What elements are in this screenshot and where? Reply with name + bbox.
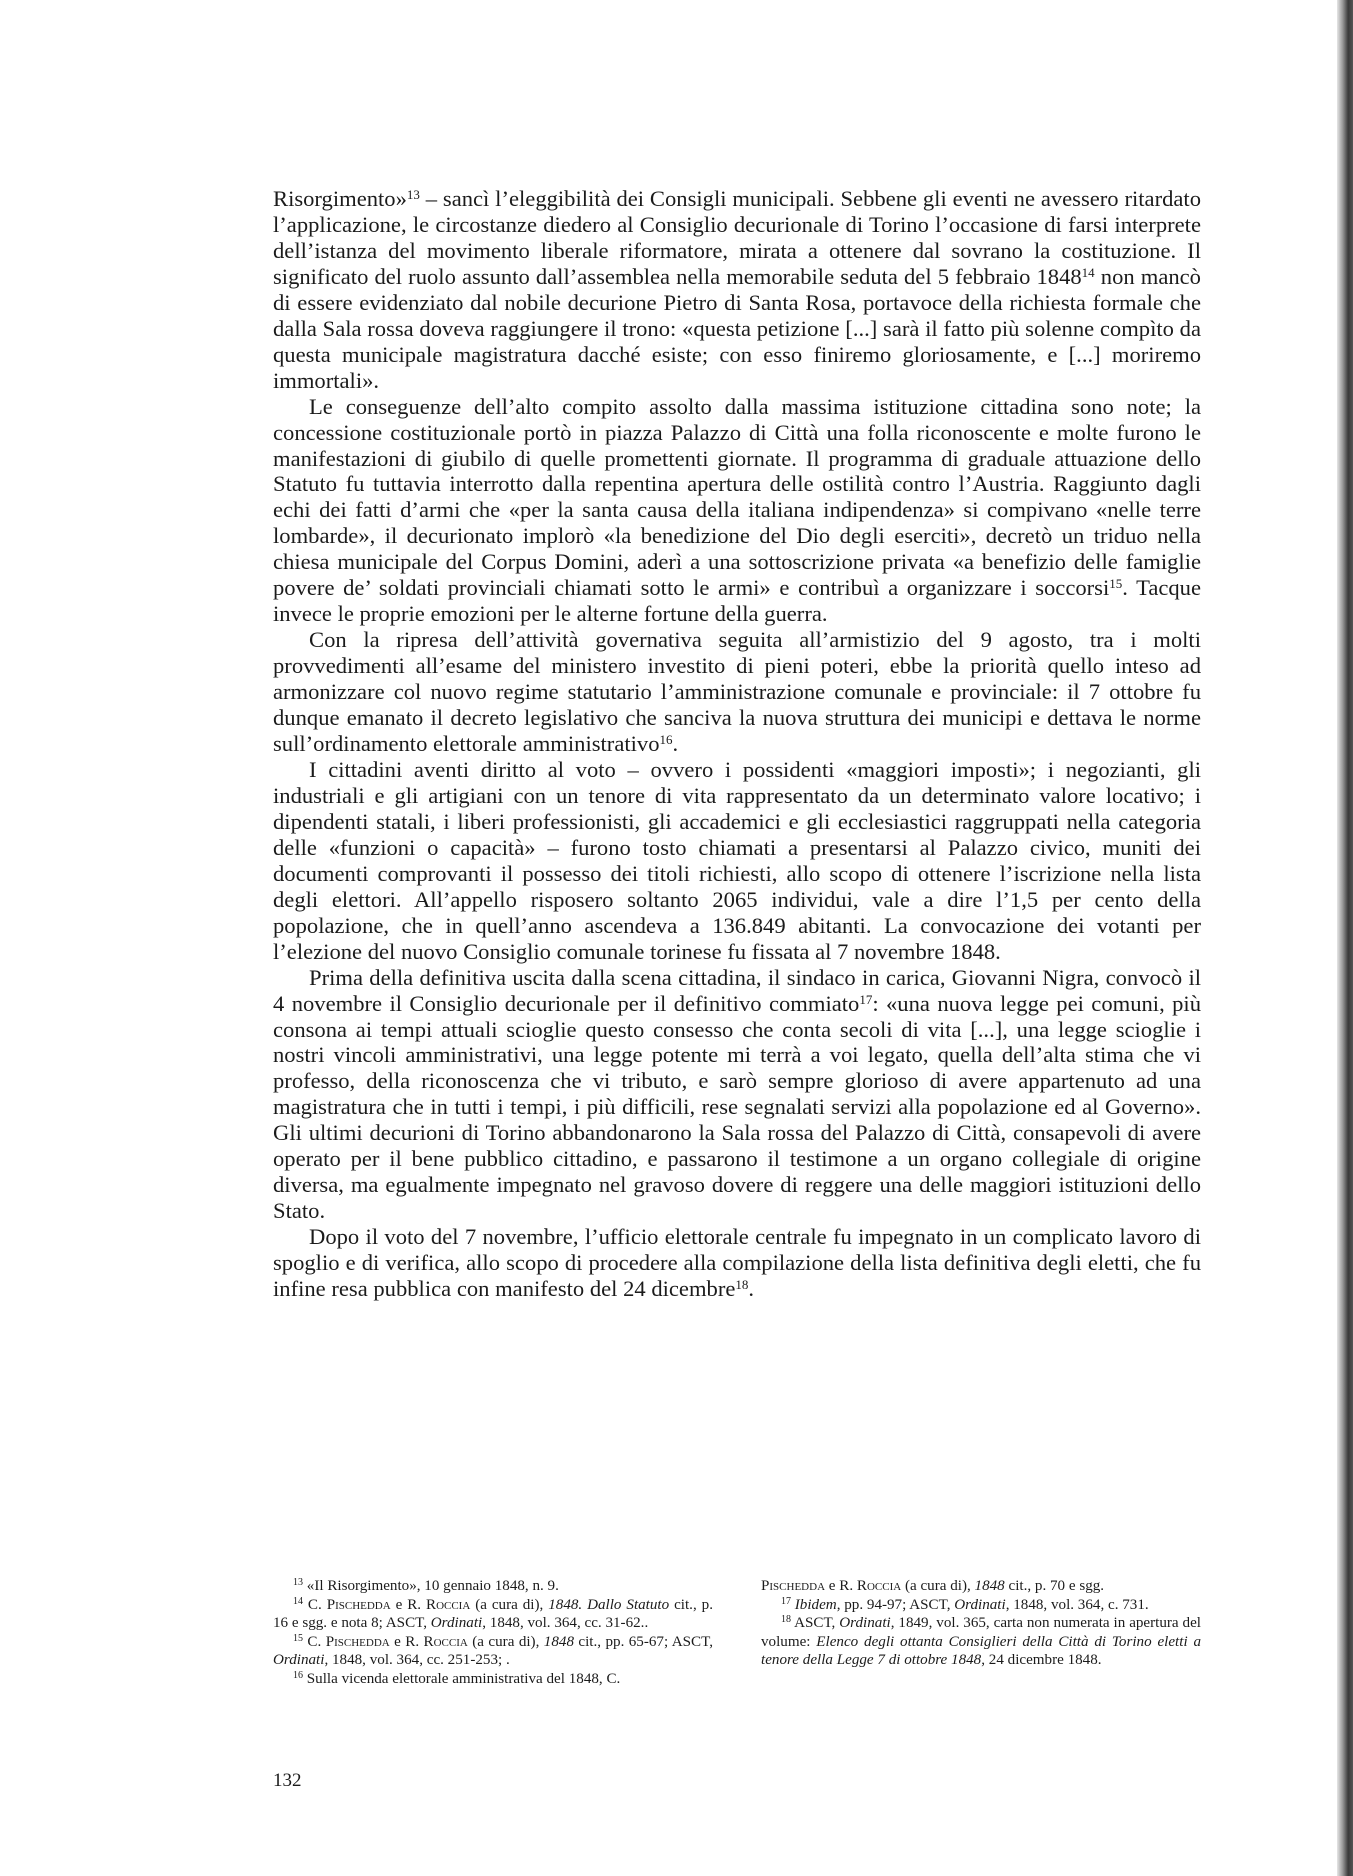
footnote-reference: 14 <box>1081 264 1095 280</box>
footnote <box>273 1577 713 1596</box>
text-run: . <box>672 731 679 757</box>
footnotes-left-column <box>273 1577 713 1688</box>
italic-text: Ordinati <box>430 1615 483 1631</box>
text-run: e R. <box>390 1596 426 1613</box>
text-run: e R. <box>825 1578 857 1594</box>
body-paragraph <box>273 965 1201 1225</box>
footnote-reference: 15 <box>1109 576 1123 592</box>
italic-text: Elenco degli ottanta Consiglieri della Città di Torino eletti a tenore della Legge 7 di ottobre 1848 <box>761 1633 1202 1668</box>
author-name: Roccia <box>856 1578 902 1594</box>
footnote <box>273 1670 713 1689</box>
footnote-reference: 13 <box>406 187 420 202</box>
body-paragraph <box>273 394 1201 628</box>
text-run: (a cura di), <box>901 1578 975 1594</box>
text-run: , 1848, vol. 364, c. 731. <box>1005 1596 1149 1613</box>
text-run: . <box>748 1276 755 1302</box>
text-run: C. <box>303 1633 326 1650</box>
text-run: – sancì l’eleggibilità dei Consigli municipali. Sebbene gli eventi ne avessero ritardato l’applicazione, le circostanze diedero al Consiglio decurionale di Torino l’occasione di farsi interprete dell’istanza del movimento liberale riformatore, mirata a ottenere dal sovrano la costituzione. Il significato del ruolo assunto dall’assemblea nella memorabile seduta del 5 febbraio 1848 <box>273 186 1201 289</box>
footnote <box>761 1614 1201 1670</box>
text-run: Le conseguenze dell’alto compito assolto dalla massima istituzione cittadina sono note; la concessione costituzionale portò in piazza Palazzo di Città una folla riconoscente e molte furono le manifestazioni di giubilo di quelle promettenti giornate. Il programma di graduale attuazione dello Statuto fu tuttavia interrotto dalla repentina apertura delle ostilità contro l’Austria. Raggiunto dagli echi dei fatti d’armi che «per la santa causa della italiana indipendenza» si compivano «nelle terre lombarde», il decurionato implorò «la benedizione del Dio degli eserciti», decretò un triduo nella chiesa municipale del Corpus Domini, aderì a una sottoscrizione privata «a benefizio delle famiglie povere de’ soldati provinciali chiamati sotto le armi» e contribuì a organizzare i soccorsi <box>273 393 1201 601</box>
italic-text: 1848 <box>543 1633 574 1650</box>
text-run: , 1849, vol. 365, carta non numerata in apertura del volume: <box>761 1615 1201 1650</box>
footnote <box>761 1577 1201 1596</box>
text-run: (a cura di), <box>467 1633 544 1650</box>
text-run: , 1848, vol. 364, cc. 251-253; . <box>324 1652 510 1668</box>
body-paragraph <box>273 757 1201 965</box>
author-name: Pischedda <box>325 1633 390 1650</box>
text-run: I cittadini aventi diritto al voto – ovvero i possidenti «maggiori imposti»; i negozianti, gli industriali e gli artigiani con un tenore di vita rappresentato da un determinato valore locativo; i dipendenti statali, i liberi professionisti, gli accademici e gli ecclesiastici raggruppati nella categoria delle «funzioni o capacità» – furono tosto chiamati a presentarsi al Palazzo civico, muniti dei documenti comprovanti il possesso dei titoli richiesti, allo scopo di ottenere l’iscrizione nella lista degli elettori. All’appello risposero soltanto 2065 individui, vale a dire l’1,5 per cento della popolazione, che in quell’anno ascendeva a 136.849 abitanti. La convocazione dei votanti per l’elezione del nuovo Consiglio comunale torinese fu fissata al 7 novembre 1848. <box>273 756 1201 964</box>
italic-text: Ordinati <box>954 1596 1006 1613</box>
text-run: non mancò di essere evidenziato dal nobile decurione Pietro di Santa Rosa, portavoce della richiesta formale che dalla Sala rossa doveva raggiungere il trono: «questa petizione [...] sarà il fatto più solenne compìto da questa municipale magistratura dacché esiste; con esso finiremo gloriosamente, e [...] moriremo immortali». <box>273 263 1201 393</box>
text-run: Prima della definitiva uscita dalla scena cittadina, il sindaco in carica, Giovanni Nigra, convocò il 4 novembre il Consiglio decurionale per il definitivo commiato <box>273 964 1201 1016</box>
footnotes <box>273 1577 1201 1688</box>
footnote <box>273 1633 713 1670</box>
footnote-reference: 14 <box>293 1595 303 1607</box>
italic-text: 1848 <box>974 1578 1005 1594</box>
footnote-reference: 18 <box>781 1614 791 1625</box>
author-name: Pischedda <box>761 1578 826 1594</box>
author-name: Pischedda <box>326 1596 391 1613</box>
author-name: Roccia <box>423 1633 468 1650</box>
author-name: Roccia <box>426 1596 471 1613</box>
footnote-reference: 16 <box>293 1669 303 1681</box>
text-run: cit., pp. 65-67; ASCT, <box>573 1633 713 1650</box>
text-run: Risorgimento» <box>273 186 407 211</box>
footnote-reference: 17 <box>859 991 873 1007</box>
text-run: Dopo il voto del 7 novembre, l’ufficio elettorale centrale fu impegnato in un complicato lavoro di spoglio e di verifica, allo scopo di procedere alla compilazione della lista definitiva degli eletti, che fu infine resa pubblica con manifesto del 24 dicembre <box>273 1224 1201 1302</box>
footnote <box>761 1596 1201 1615</box>
footnote-reference: 15 <box>293 1632 303 1644</box>
page-edge-shadow <box>1337 0 1353 1876</box>
text-run: e R. <box>389 1633 424 1650</box>
footnote-reference: 18 <box>735 1277 749 1293</box>
body-text <box>273 186 1201 1302</box>
page-number: 132 <box>273 1770 302 1791</box>
text-run: (a cura di), <box>470 1596 549 1613</box>
footnotes-right-column <box>761 1577 1201 1688</box>
italic-text: 1848. Dallo Statuto <box>548 1596 670 1613</box>
footnote-reference: 16 <box>659 732 673 748</box>
italic-text: Ordinati <box>839 1615 891 1631</box>
text-run: , 24 dicembre 1848. <box>981 1652 1102 1668</box>
text-run: cit., p. 16 e sgg. e nota 8; ASCT, <box>273 1596 713 1631</box>
body-paragraph <box>273 627 1201 757</box>
body-paragraph <box>273 1224 1201 1302</box>
text-run: Sulla vicenda elettorale amministrativa del 1848, C. <box>303 1670 621 1687</box>
text-run: : «una nuova legge pei comuni, più consona ai tempi attuali scioglie questo consesso che conta secoli di vita [...], una legge scioglie i nostri vincoli amministrativi, una legge potente mi terrà a voi legato, quella dell’alta stima che vi professo, della riconoscenza che vi tributo, e sarò sempre glorioso di avere appartenuto ad una magistratura che in tutti i tempi, i più difficili, rese segnalati servizi alla popolazione ed al Governo». Gli ultimi decurioni di Torino abbandonarono la Sala rossa del Palazzo di Città, consapevoli di avere operato per il bene pubblico cittadino, e passarono il testimone a un organo collegiale di origine diversa, ma egualmente impegnato nel gravoso dovere di reggere una delle maggiori istituzioni dello Stato. <box>273 990 1202 1224</box>
text-run: «Il Risorgimento», 10 gennaio 1848, n. 9. <box>303 1578 559 1594</box>
text-run: . Tacque invece le proprie emozioni per le alterne fortune della guerra. <box>273 575 1201 627</box>
footnote-reference: 13 <box>293 1577 303 1588</box>
italic-text: Ibidem <box>794 1596 837 1613</box>
text-run: Con la ripresa dell’attività governativa seguita all’armistizio del 9 agosto, tra i molti provvedimenti all’esame del ministero investito di pieni poteri, ebbe la priorità quello inteso ad armonizzare col nuovo regime statutario l’amministrazione comunale e provinciale: il 7 ottobre fu dunque emanato il decreto legislativo che sanciva la nuova struttura dei municipi e dettava le norme sull’ordinamento elettorale amministrativo <box>273 627 1201 757</box>
body-paragraph <box>273 186 1201 394</box>
text-run: , pp. 94-97; ASCT, <box>836 1596 955 1613</box>
text-run: ASCT, <box>791 1615 840 1631</box>
italic-text: Ordinati <box>273 1652 325 1668</box>
text-run: C. <box>303 1596 327 1613</box>
text-run: , 1848, vol. 364, cc. 31-62.. <box>482 1615 649 1631</box>
text-run: cit., p. 70 e sgg. <box>1004 1578 1105 1594</box>
footnote-reference: 17 <box>781 1595 791 1607</box>
footnote <box>273 1596 713 1633</box>
